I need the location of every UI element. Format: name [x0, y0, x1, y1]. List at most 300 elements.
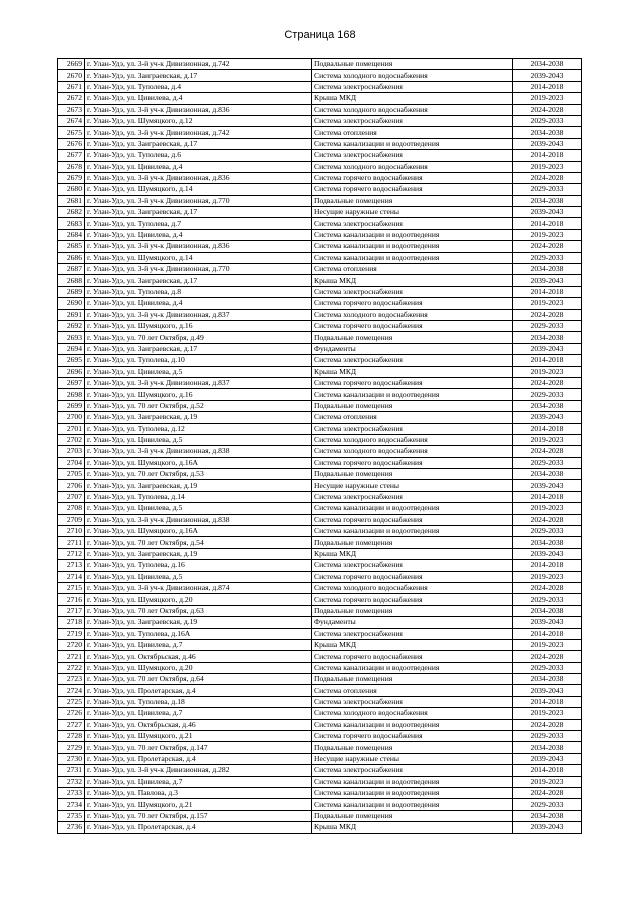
table-row: [58, 765, 582, 776]
cell-period: 2019-2023: [513, 366, 582, 377]
cell-address: г. Улан-Удэ, ул. Шумяцкого, д.21: [85, 799, 312, 810]
table-row: [58, 104, 582, 115]
cell-work-type: Система горячего водоснабжения: [312, 320, 513, 331]
cell-address: г. Улан-Удэ, ул. Пролетарская, д.4: [85, 753, 312, 764]
table-row: [58, 423, 582, 434]
cell-period: 2029-2033: [513, 799, 582, 810]
cell-work-type: Подвальные помещения: [312, 605, 513, 616]
cell-number: 2701: [58, 423, 85, 434]
cell-work-type: Система холодного водоснабжения: [312, 161, 513, 172]
cell-period: 2014-2018: [513, 491, 582, 502]
cell-period: 2024-2028: [513, 104, 582, 115]
cell-address: г. Улан-Удэ, ул. Шумяцкого, д.16: [85, 320, 312, 331]
cell-period: 2039-2043: [513, 548, 582, 559]
cell-work-type: Система канализации и водоотведения: [312, 776, 513, 787]
cell-address: г. Улан-Удэ, ул. Павлова, д.3: [85, 788, 312, 799]
cell-period: 2014-2018: [513, 560, 582, 571]
table-row: [58, 115, 582, 126]
cell-period: 2024-2028: [513, 309, 582, 320]
cell-address: г. Улан-Удэ, ул. 3-й уч-к Дивизионная, д.874: [85, 582, 312, 593]
cell-number: 2686: [58, 252, 85, 263]
cell-number: 2676: [58, 138, 85, 149]
table-row: [58, 617, 582, 628]
cell-period: 2024-2028: [513, 446, 582, 457]
table-row: [58, 810, 582, 821]
cell-work-type: Система электроснабжения: [312, 423, 513, 434]
cell-work-type: Система электроснабжения: [312, 286, 513, 297]
page-title: Страница 168: [284, 29, 356, 41]
table-row: [58, 719, 582, 730]
cell-number: 2713: [58, 560, 85, 571]
cell-work-type: Фундаменты: [312, 343, 513, 354]
cell-period: 2039-2043: [513, 138, 582, 149]
cell-period: 2039-2043: [513, 343, 582, 354]
cell-number: 2675: [58, 127, 85, 138]
table-row: [58, 150, 582, 161]
cell-address: г. Улан-Удэ, ул. Цивилева, д.7: [85, 639, 312, 650]
cell-period: 2034-2038: [513, 537, 582, 548]
cell-period: 2024-2028: [513, 719, 582, 730]
cell-work-type: Система горячего водоснабжения: [312, 184, 513, 195]
cell-number: 2692: [58, 320, 85, 331]
cell-address: г. Улан-Удэ, ул. Шумяцкого, д.16А: [85, 526, 312, 537]
table-row: [58, 309, 582, 320]
cell-period: 2029-2033: [513, 526, 582, 537]
cell-work-type: Система горячего водоснабжения: [312, 457, 513, 468]
cell-work-type: Крыша МКД: [312, 366, 513, 377]
table-row: [58, 218, 582, 229]
cell-address: г. Улан-Удэ, ул. Цивилева, д.5: [85, 571, 312, 582]
cell-period: 2019-2023: [513, 571, 582, 582]
cell-work-type: Подвальные помещения: [312, 469, 513, 480]
table-row: [58, 81, 582, 92]
cell-work-type: Фундаменты: [312, 617, 513, 628]
table-row: [58, 605, 582, 616]
table-row: [58, 275, 582, 286]
cell-work-type: Подвальные помещения: [312, 674, 513, 685]
cell-number: 2685: [58, 241, 85, 252]
cell-work-type: Система холодного водоснабжения: [312, 708, 513, 719]
cell-period: 2014-2018: [513, 423, 582, 434]
cell-number: 2727: [58, 719, 85, 730]
cell-address: г. Улан-Удэ, ул. Заиграевская, д.19: [85, 548, 312, 559]
cell-work-type: Система горячего водоснабжения: [312, 298, 513, 309]
cell-address: г. Улан-Удэ, ул. Шумяцкого, д.16: [85, 389, 312, 400]
cell-address: г. Улан-Удэ, ул. Цивилева, д.5: [85, 366, 312, 377]
cell-work-type: Система горячего водоснабжения: [312, 172, 513, 183]
table-row: [58, 172, 582, 183]
cell-address: г. Улан-Удэ, ул. Шумяцкого, д.21: [85, 731, 312, 742]
cell-work-type: Система электроснабжения: [312, 150, 513, 161]
cell-number: 2735: [58, 810, 85, 821]
cell-number: 2670: [58, 70, 85, 81]
cell-number: 2683: [58, 218, 85, 229]
cell-period: 2034-2038: [513, 195, 582, 206]
cell-work-type: Подвальные помещения: [312, 332, 513, 343]
table-row: [58, 662, 582, 673]
cell-work-type: Система канализации и водоотведения: [312, 252, 513, 263]
cell-number: 2693: [58, 332, 85, 343]
cell-number: 2687: [58, 264, 85, 275]
cell-work-type: Система канализации и водоотведения: [312, 719, 513, 730]
cell-period: 2019-2023: [513, 776, 582, 787]
table-row: [58, 685, 582, 696]
cell-number: 2677: [58, 150, 85, 161]
cell-number: 2694: [58, 343, 85, 354]
cell-work-type: Система отопления: [312, 685, 513, 696]
cell-number: 2734: [58, 799, 85, 810]
cell-number: 2725: [58, 696, 85, 707]
cell-number: 2716: [58, 594, 85, 605]
table-row: [58, 503, 582, 514]
cell-period: 2029-2033: [513, 320, 582, 331]
table-row: [58, 161, 582, 172]
cell-period: 2039-2043: [513, 822, 582, 833]
cell-number: 2732: [58, 776, 85, 787]
cell-address: г. Улан-Удэ, ул. Шумяцкого, д.14: [85, 184, 312, 195]
cell-period: 2034-2038: [513, 674, 582, 685]
cell-address: г. Улан-Удэ, ул. 70 лет Октября, д.52: [85, 400, 312, 411]
cell-number: 2736: [58, 822, 85, 833]
cell-work-type: Система канализации и водоотведения: [312, 662, 513, 673]
cell-work-type: Система горячего водоснабжения: [312, 594, 513, 605]
cell-number: 2706: [58, 480, 85, 491]
repair-schedule-table: [57, 58, 582, 834]
cell-work-type: Система холодного водоснабжения: [312, 104, 513, 115]
cell-work-type: Система канализации и водоотведения: [312, 138, 513, 149]
cell-work-type: Система отопления: [312, 264, 513, 275]
table-row: [58, 355, 582, 366]
table-row: [58, 434, 582, 445]
cell-address: г. Улан-Удэ, ул. Заиграевская, д.17: [85, 207, 312, 218]
cell-address: г. Улан-Удэ, ул. Октябрьская, д.46: [85, 651, 312, 662]
cell-period: 2024-2028: [513, 241, 582, 252]
cell-address: г. Улан-Удэ, ул. 3-й уч-к Дивизионная, д.742: [85, 127, 312, 138]
cell-period: 2019-2023: [513, 93, 582, 104]
cell-number: 2679: [58, 172, 85, 183]
table-row: [58, 628, 582, 639]
cell-address: г. Улан-Удэ, ул. 3-й уч-к Дивизионная, д.770: [85, 264, 312, 275]
cell-period: 2014-2018: [513, 628, 582, 639]
cell-number: 2721: [58, 651, 85, 662]
cell-work-type: Система электроснабжения: [312, 491, 513, 502]
cell-work-type: Подвальные помещения: [312, 195, 513, 206]
cell-address: г. Улан-Удэ, ул. 3-й уч-к Дивизионная, д.836: [85, 104, 312, 115]
cell-work-type: Несущие наружные стены: [312, 753, 513, 764]
cell-work-type: Крыша МКД: [312, 639, 513, 650]
cell-address: г. Улан-Удэ, ул. Заиграевская, д.19: [85, 412, 312, 423]
cell-period: 2029-2033: [513, 389, 582, 400]
cell-period: 2024-2028: [513, 651, 582, 662]
cell-period: 2034-2038: [513, 742, 582, 753]
cell-period: 2029-2033: [513, 457, 582, 468]
cell-address: г. Улан-Удэ, ул. Шумяцкого, д.20: [85, 662, 312, 673]
cell-period: 2019-2023: [513, 708, 582, 719]
cell-number: 2731: [58, 765, 85, 776]
cell-period: 2019-2023: [513, 161, 582, 172]
cell-number: 2712: [58, 548, 85, 559]
cell-number: 2711: [58, 537, 85, 548]
cell-work-type: Несущие наружные стены: [312, 480, 513, 491]
cell-work-type: Система электроснабжения: [312, 218, 513, 229]
cell-work-type: Крыша МКД: [312, 275, 513, 286]
cell-work-type: Крыша МКД: [312, 822, 513, 833]
cell-period: 2014-2018: [513, 218, 582, 229]
table-row: [58, 446, 582, 457]
cell-work-type: Система горячего водоснабжения: [312, 651, 513, 662]
cell-work-type: Подвальные помещения: [312, 400, 513, 411]
cell-period: 2014-2018: [513, 765, 582, 776]
cell-number: 2674: [58, 115, 85, 126]
table-body: [58, 59, 582, 834]
cell-work-type: Система электроснабжения: [312, 115, 513, 126]
table-row: [58, 799, 582, 810]
table-row: [58, 582, 582, 593]
cell-period: 2039-2043: [513, 70, 582, 81]
cell-period: 2019-2023: [513, 503, 582, 514]
cell-work-type: Система канализации и водоотведения: [312, 799, 513, 810]
table-row: [58, 571, 582, 582]
cell-number: 2699: [58, 400, 85, 411]
table-row: [58, 70, 582, 81]
cell-address: г. Улан-Удэ, ул. Шумяцкого, д.20: [85, 594, 312, 605]
cell-number: 2717: [58, 605, 85, 616]
cell-work-type: Система электроснабжения: [312, 560, 513, 571]
table-row: [58, 184, 582, 195]
table-row: [58, 252, 582, 263]
cell-number: 2719: [58, 628, 85, 639]
table-row: [58, 514, 582, 525]
cell-number: 2702: [58, 434, 85, 445]
cell-period: 2034-2038: [513, 264, 582, 275]
table-row: [58, 788, 582, 799]
cell-work-type: Система горячего водоснабжения: [312, 514, 513, 525]
cell-work-type: Система электроснабжения: [312, 696, 513, 707]
table-row: [58, 753, 582, 764]
cell-work-type: Подвальные помещения: [312, 810, 513, 821]
cell-address: г. Улан-Удэ, ул. Туполева, д.8: [85, 286, 312, 297]
cell-period: 2039-2043: [513, 207, 582, 218]
cell-work-type: Несущие наружные стены: [312, 207, 513, 218]
cell-work-type: Система отопления: [312, 412, 513, 423]
table-row: [58, 469, 582, 480]
cell-number: 2698: [58, 389, 85, 400]
cell-work-type: Система канализации и водоотведения: [312, 229, 513, 240]
cell-period: 2034-2038: [513, 810, 582, 821]
table-row: [58, 264, 582, 275]
cell-period: 2039-2043: [513, 753, 582, 764]
table-row: [58, 389, 582, 400]
cell-number: 2720: [58, 639, 85, 650]
cell-number: 2669: [58, 59, 85, 70]
cell-period: 2014-2018: [513, 696, 582, 707]
cell-address: г. Улан-Удэ, ул. Цивилева, д.7: [85, 776, 312, 787]
cell-work-type: Крыша МКД: [312, 548, 513, 559]
cell-period: 2034-2038: [513, 400, 582, 411]
cell-number: 2691: [58, 309, 85, 320]
cell-address: г. Улан-Удэ, ул. Заиграевская, д.19: [85, 480, 312, 491]
cell-work-type: Система канализации и водоотведения: [312, 503, 513, 514]
cell-period: 2019-2023: [513, 298, 582, 309]
table-row: [58, 526, 582, 537]
cell-period: 2029-2033: [513, 115, 582, 126]
table-row: [58, 138, 582, 149]
table-row: [58, 731, 582, 742]
table-row: [58, 377, 582, 388]
cell-address: г. Улан-Удэ, ул. Пролетарская, д.4: [85, 685, 312, 696]
cell-period: 2014-2018: [513, 150, 582, 161]
cell-work-type: Крыша МКД: [312, 93, 513, 104]
cell-number: 2688: [58, 275, 85, 286]
cell-address: г. Улан-Удэ, ул. Заиграевская, д.19: [85, 617, 312, 628]
cell-work-type: Система электроснабжения: [312, 81, 513, 92]
cell-number: 2700: [58, 412, 85, 423]
cell-address: г. Улан-Удэ, ул. 70 лет Октября, д.63: [85, 605, 312, 616]
cell-address: г. Улан-Удэ, ул. Туполева, д.10: [85, 355, 312, 366]
cell-number: 2722: [58, 662, 85, 673]
cell-period: 2034-2038: [513, 605, 582, 616]
cell-number: 2695: [58, 355, 85, 366]
cell-work-type: Система отопления: [312, 127, 513, 138]
cell-address: г. Улан-Удэ, ул. Туполева, д.16: [85, 560, 312, 571]
cell-work-type: Система горячего водоснабжения: [312, 571, 513, 582]
table-row: [58, 639, 582, 650]
cell-period: 2024-2028: [513, 377, 582, 388]
cell-address: г. Улан-Удэ, ул. Заиграевская, д.17: [85, 70, 312, 81]
cell-work-type: Система холодного водоснабжения: [312, 434, 513, 445]
cell-address: г. Улан-Удэ, ул. 70 лет Октября, д.54: [85, 537, 312, 548]
cell-period: 2024-2028: [513, 172, 582, 183]
table-row: [58, 229, 582, 240]
cell-number: 2707: [58, 491, 85, 502]
cell-address: г. Улан-Удэ, ул. Туполева, д.6: [85, 150, 312, 161]
table-row: [58, 93, 582, 104]
cell-period: 2014-2018: [513, 355, 582, 366]
cell-period: 2024-2028: [513, 514, 582, 525]
cell-address: г. Улан-Удэ, ул. 3-й уч-к Дивизионная, д.837: [85, 309, 312, 320]
cell-number: 2729: [58, 742, 85, 753]
table-row: [58, 332, 582, 343]
cell-address: г. Улан-Удэ, ул. Туполева, д.18: [85, 696, 312, 707]
cell-period: 2029-2033: [513, 184, 582, 195]
cell-work-type: Система горячего водоснабжения: [312, 731, 513, 742]
table-row: [58, 298, 582, 309]
table-row: [58, 548, 582, 559]
table-row: [58, 195, 582, 206]
cell-number: 2723: [58, 674, 85, 685]
table-row: [58, 207, 582, 218]
cell-address: г. Улан-Удэ, ул. 3-й уч-к Дивизионная, д.282: [85, 765, 312, 776]
cell-number: 2671: [58, 81, 85, 92]
cell-work-type: Система канализации и водоотведения: [312, 526, 513, 537]
cell-address: г. Улан-Удэ, ул. 70 лет Октября, д.53: [85, 469, 312, 480]
cell-address: г. Улан-Удэ, ул. Октябрьская, д.46: [85, 719, 312, 730]
cell-address: г. Улан-Удэ, ул. 3-й уч-к Дивизионная, д.836: [85, 172, 312, 183]
cell-address: г. Улан-Удэ, ул. Шумяцкого, д.16А: [85, 457, 312, 468]
table-row: [58, 742, 582, 753]
cell-number: 2673: [58, 104, 85, 115]
table-row: [58, 320, 582, 331]
cell-number: 2728: [58, 731, 85, 742]
cell-number: 2681: [58, 195, 85, 206]
cell-address: г. Улан-Удэ, ул. Цивилева, д.4: [85, 229, 312, 240]
table-row: [58, 457, 582, 468]
cell-number: 2709: [58, 514, 85, 525]
cell-address: г. Улан-Удэ, ул. 3-й уч-к Дивизионная, д.838: [85, 446, 312, 457]
table-row: [58, 674, 582, 685]
cell-address: г. Улан-Удэ, ул. Шумяцкого, д.14: [85, 252, 312, 263]
cell-address: г. Улан-Удэ, ул. Туполева, д.7: [85, 218, 312, 229]
cell-period: 2034-2038: [513, 332, 582, 343]
table-row: [58, 594, 582, 605]
cell-address: г. Улан-Удэ, ул. 70 лет Октября, д.147: [85, 742, 312, 753]
table-row: [58, 651, 582, 662]
cell-work-type: Система электроснабжения: [312, 355, 513, 366]
table-row: [58, 412, 582, 423]
cell-period: 2034-2038: [513, 469, 582, 480]
cell-period: 2019-2023: [513, 639, 582, 650]
cell-number: 2690: [58, 298, 85, 309]
cell-address: г. Улан-Удэ, ул. 70 лет Октября, д.157: [85, 810, 312, 821]
cell-address: г. Улан-Удэ, ул. 3-й уч-к Дивизионная, д.742: [85, 59, 312, 70]
cell-work-type: Система канализации и водоотведения: [312, 788, 513, 799]
cell-number: 2696: [58, 366, 85, 377]
cell-address: г. Улан-Удэ, ул. Туполева, д.4: [85, 81, 312, 92]
cell-address: г. Улан-Удэ, ул. Заиграевская, д.17: [85, 138, 312, 149]
cell-period: 2019-2023: [513, 229, 582, 240]
cell-period: 2029-2033: [513, 662, 582, 673]
cell-address: г. Улан-Удэ, ул. Цивилева, д.4: [85, 161, 312, 172]
cell-address: г. Улан-Удэ, ул. Цивилева, д.4: [85, 93, 312, 104]
cell-number: 2705: [58, 469, 85, 480]
cell-address: г. Улан-Удэ, ул. 3-й уч-к Дивизионная, д.837: [85, 377, 312, 388]
cell-number: 2697: [58, 377, 85, 388]
cell-period: 2029-2033: [513, 594, 582, 605]
cell-number: 2715: [58, 582, 85, 593]
cell-address: г. Улан-Удэ, ул. Цивилева, д.5: [85, 434, 312, 445]
table-row: [58, 696, 582, 707]
cell-period: 2039-2043: [513, 617, 582, 628]
cell-number: 2724: [58, 685, 85, 696]
cell-period: 2029-2033: [513, 252, 582, 263]
cell-number: 2718: [58, 617, 85, 628]
cell-work-type: Система горячего водоснабжения: [312, 377, 513, 388]
table-row: [58, 241, 582, 252]
table-row: [58, 366, 582, 377]
table-row: [58, 776, 582, 787]
table-row: [58, 480, 582, 491]
table-row: [58, 708, 582, 719]
cell-work-type: Система холодного водоснабжения: [312, 70, 513, 81]
cell-address: г. Улан-Удэ, ул. 70 лет Октября, д.49: [85, 332, 312, 343]
cell-period: 2024-2028: [513, 582, 582, 593]
table-row: [58, 286, 582, 297]
cell-work-type: Система холодного водоснабжения: [312, 582, 513, 593]
cell-number: 2703: [58, 446, 85, 457]
cell-address: г. Улан-Удэ, ул. Пролетарская, д.4: [85, 822, 312, 833]
cell-period: 2014-2018: [513, 286, 582, 297]
cell-number: 2714: [58, 571, 85, 582]
table-row: [58, 343, 582, 354]
cell-period: 2034-2038: [513, 59, 582, 70]
cell-number: 2684: [58, 229, 85, 240]
cell-address: г. Улан-Удэ, ул. Туполева, д.12: [85, 423, 312, 434]
cell-address: г. Улан-Удэ, ул. Цивилева, д.5: [85, 503, 312, 514]
cell-work-type: Система электроснабжения: [312, 765, 513, 776]
cell-period: 2039-2043: [513, 685, 582, 696]
table-row: [58, 59, 582, 70]
cell-period: 2014-2018: [513, 81, 582, 92]
